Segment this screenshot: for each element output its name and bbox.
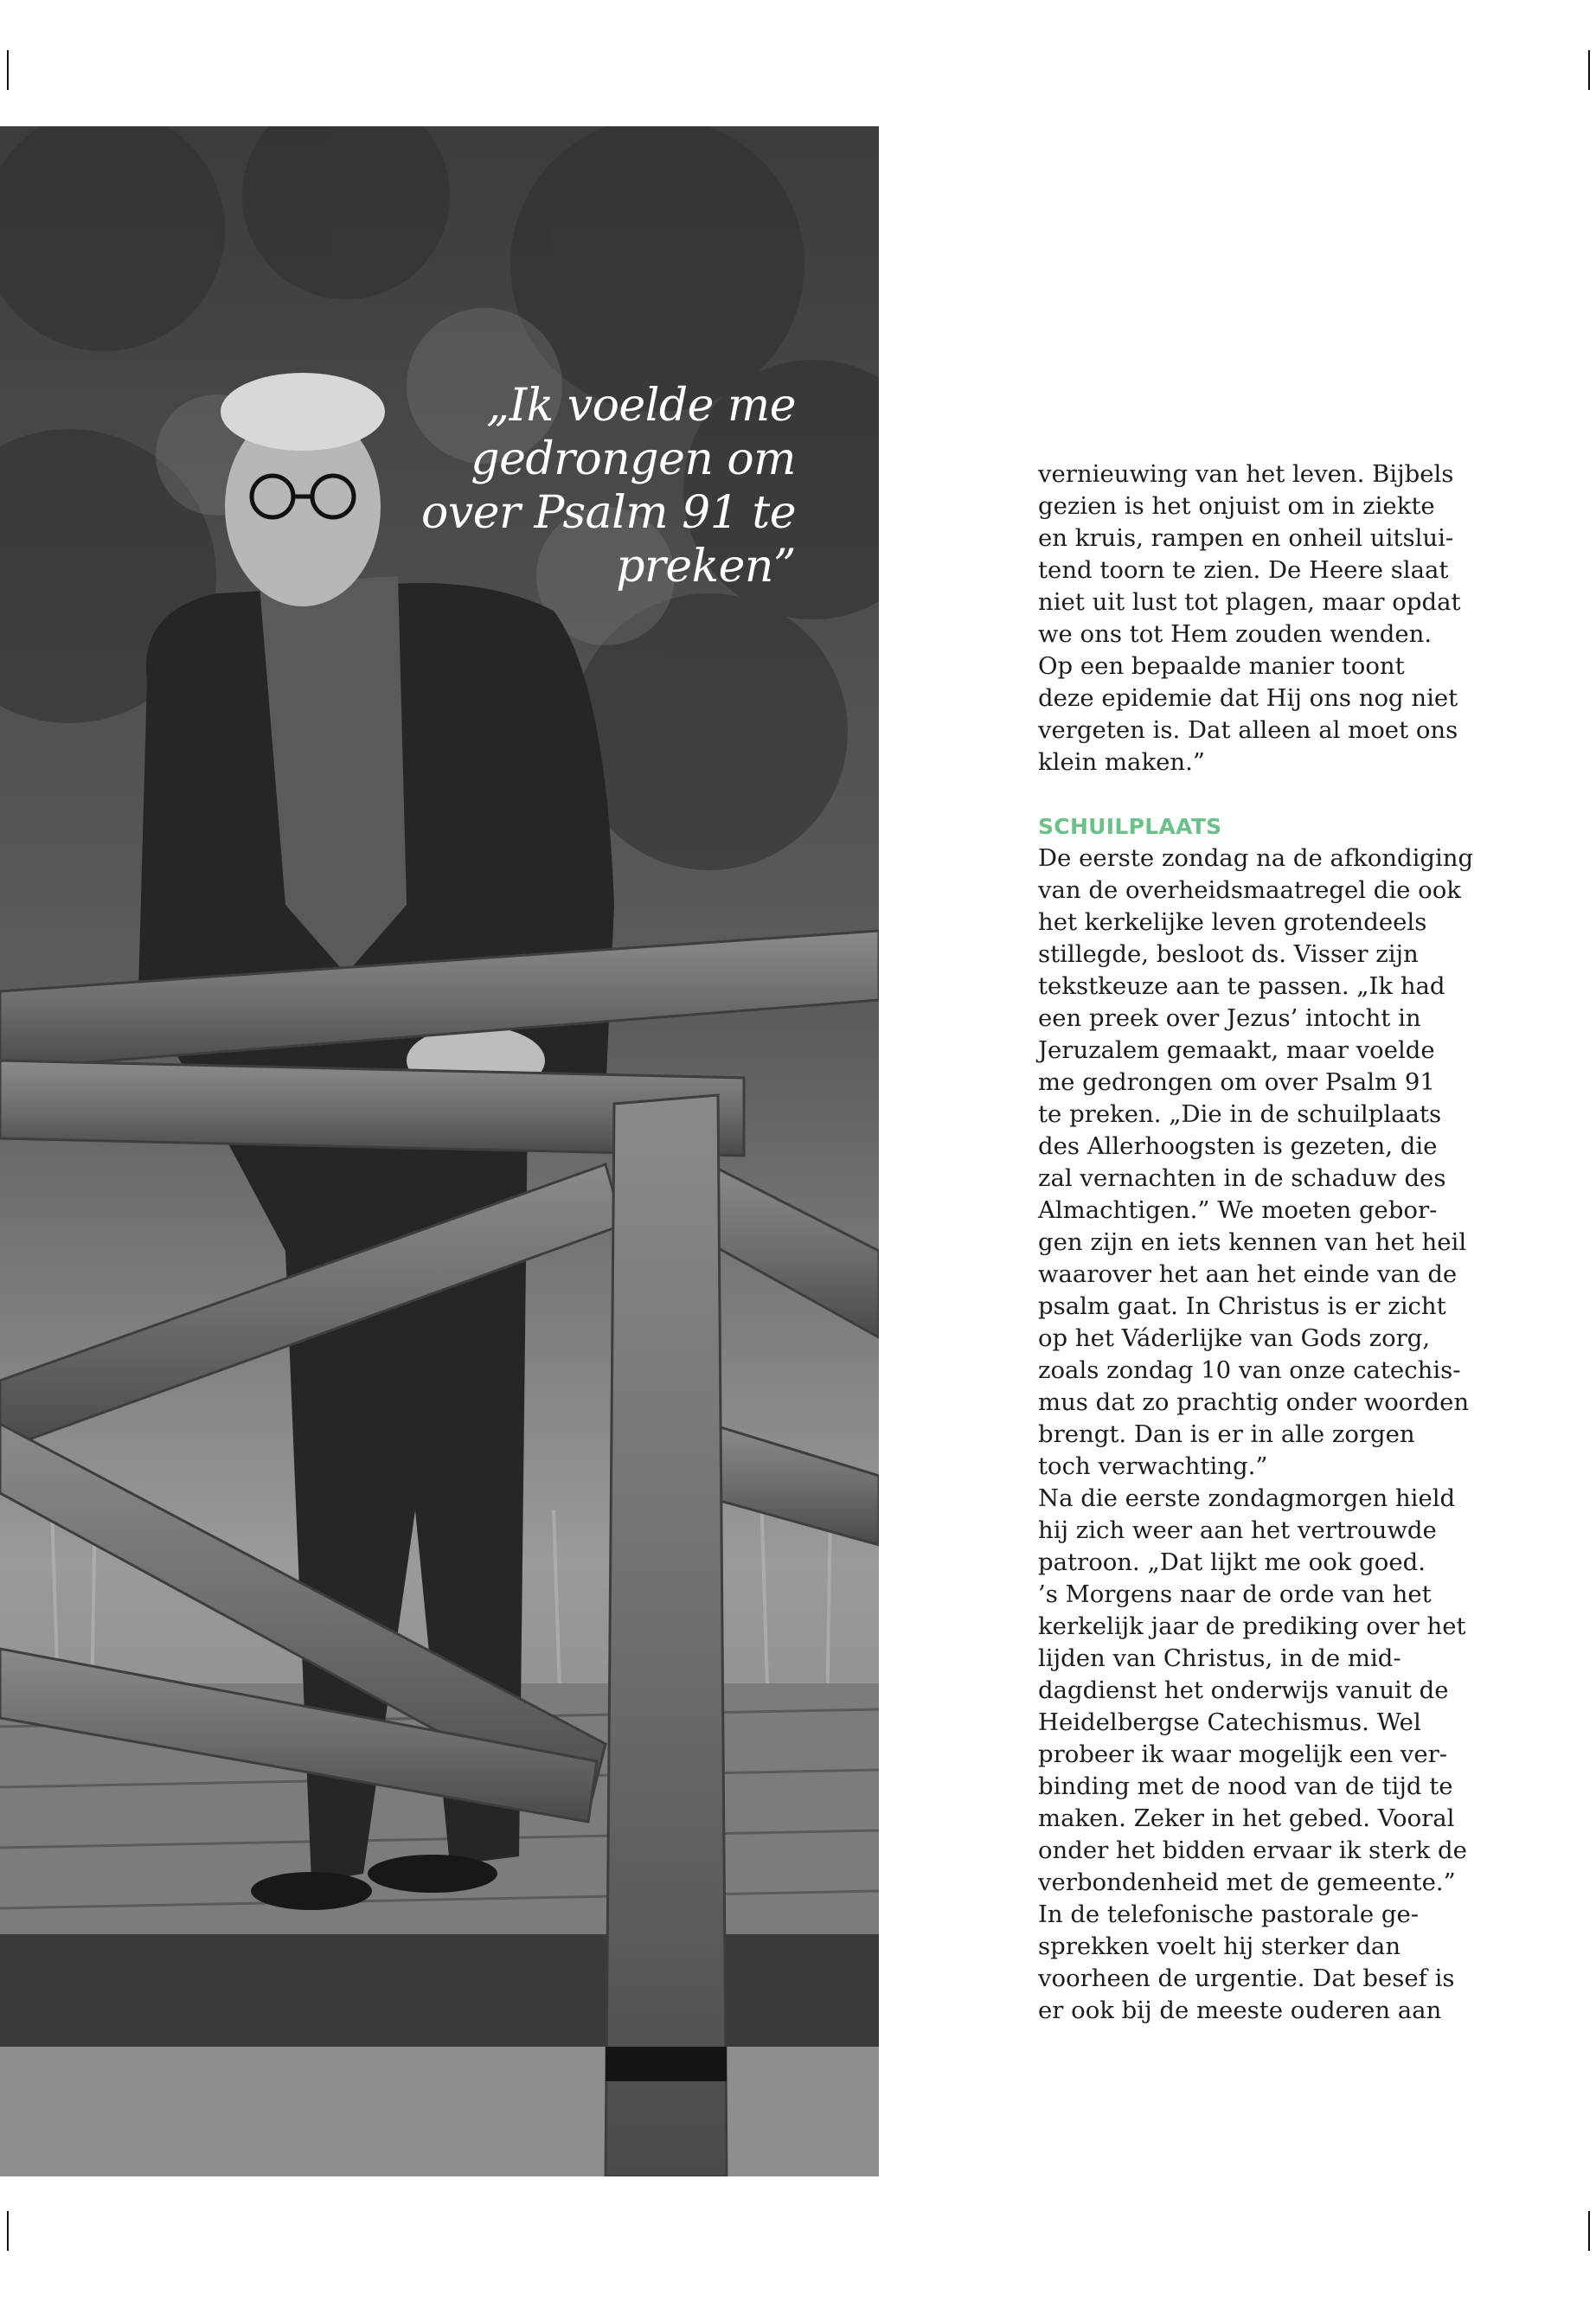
- text-line: mus dat zo prachtig onder woorden: [1038, 1388, 1470, 1416]
- pull-quote-line: „Ik voelde me: [486, 380, 796, 432]
- text-line: tend toorn te zien. De Heere slaat: [1038, 556, 1449, 584]
- text-line: Almachtigen.” We moeten gebor-: [1038, 1196, 1438, 1224]
- text-line: waarover het aan het einde van de: [1038, 1260, 1458, 1288]
- paragraph-gap: [1038, 779, 1453, 811]
- text-line: verbondenheid met de gemeente.”: [1038, 1868, 1456, 1896]
- crop-mark-bottom-right: [1588, 2211, 1590, 2251]
- text-line: hij zich weer aan het vertrouwde: [1038, 1516, 1437, 1544]
- text-line: dagdienst het onderwijs vanuit de: [1038, 1676, 1449, 1704]
- text-line: Heidelbergse Catechismus. Wel: [1038, 1708, 1421, 1736]
- text-line: onder het bidden ervaar ik sterk de: [1038, 1836, 1467, 1864]
- text-line: van de overheidsmaatregel die ook: [1038, 876, 1461, 904]
- text-line: gen zijn en iets kennen van het heil: [1038, 1228, 1467, 1256]
- text-line: een preek over Jezus’ intocht in: [1038, 1004, 1421, 1032]
- text-line: en kruis, rampen en onheil uitslui-: [1038, 524, 1454, 552]
- text-line: vernieuwing van het leven. Bijbels: [1038, 460, 1454, 488]
- pull-quote-line: preken”: [616, 541, 796, 593]
- crop-mark-top-left: [7, 50, 9, 90]
- text-line: De eerste zondag na de afkondiging: [1038, 844, 1474, 872]
- text-line: psalm gaat. In Christus is er zicht: [1038, 1292, 1446, 1320]
- text-line: ’s Morgens naar de orde van het: [1038, 1580, 1432, 1608]
- text-line: kerkelijk jaar de prediking over het: [1038, 1612, 1466, 1640]
- text-line: Na die eerste zondagmorgen hield: [1038, 1484, 1456, 1512]
- pull-quote: [407, 379, 796, 593]
- text-line: sprekken voelt hij sterker dan: [1038, 1932, 1401, 1960]
- text-line: er ook bij de meeste ouderen aan: [1038, 1997, 1442, 2024]
- text-line: klein maken.”: [1038, 748, 1205, 776]
- pull-quote-line: over Psalm 91 te: [421, 487, 796, 539]
- text-line: voorheen de urgentie. Dat besef is: [1038, 1965, 1455, 1992]
- text-line: gezien is het onjuist om in ziekte: [1038, 492, 1435, 520]
- text-line: deze epidemie dat Hij ons nog niet: [1038, 684, 1458, 712]
- text-line: we ons tot Hem zouden wenden.: [1038, 620, 1433, 648]
- text-line: probeer ik waar mogelijk een ver-: [1038, 1740, 1448, 1768]
- article-column: [1038, 458, 1474, 2027]
- text-line: me gedrongen om over Psalm 91: [1038, 1068, 1435, 1096]
- text-line: niet uit lust tot plagen, maar opdat: [1038, 588, 1461, 616]
- text-line: zoals zondag 10 van onze catechis-: [1038, 1356, 1461, 1384]
- text-line: op het Váderlijke van Gods zorg,: [1038, 1324, 1431, 1352]
- text-line: tekstkeuze aan te passen. „Ik had: [1038, 972, 1445, 1000]
- text-line: In de telefonische pastorale ge-: [1038, 1900, 1420, 1928]
- text-line: stillegde, besloot ds. Visser zijn: [1038, 940, 1419, 968]
- text-line: toch verwachting.”: [1038, 1452, 1268, 1480]
- text-line: patroon. „Dat lijkt me ook goed.: [1038, 1548, 1426, 1576]
- crop-mark-bottom-left: [7, 2211, 9, 2251]
- portrait-photo: [0, 126, 879, 2176]
- crop-mark-top-right: [1588, 50, 1590, 90]
- text-line: binding met de nood van de tijd te: [1038, 1772, 1453, 1800]
- text-line: zal vernachten in de schaduw des: [1038, 1164, 1446, 1192]
- section-heading: SCHUILPLAATS: [1038, 814, 1222, 839]
- text-line: lijden van Christus, in de mid-: [1038, 1644, 1401, 1672]
- text-line: het kerkelijke leven grotendeels: [1038, 908, 1427, 936]
- text-line: Op een bepaalde manier toont: [1038, 652, 1405, 680]
- text-line: maken. Zeker in het gebed. Vooral: [1038, 1804, 1455, 1832]
- text-line: brengt. Dan is er in alle zorgen: [1038, 1420, 1415, 1448]
- pull-quote-line: gedrongen om: [471, 433, 796, 485]
- text-line: Jeruzalem gemaakt, maar voelde: [1038, 1036, 1435, 1064]
- text-line: te preken. „Die in de schuilplaats: [1038, 1100, 1442, 1128]
- text-line: vergeten is. Dat alleen al moet ons: [1038, 716, 1458, 744]
- text-line: des Allerhoogsten is gezeten, die: [1038, 1132, 1438, 1160]
